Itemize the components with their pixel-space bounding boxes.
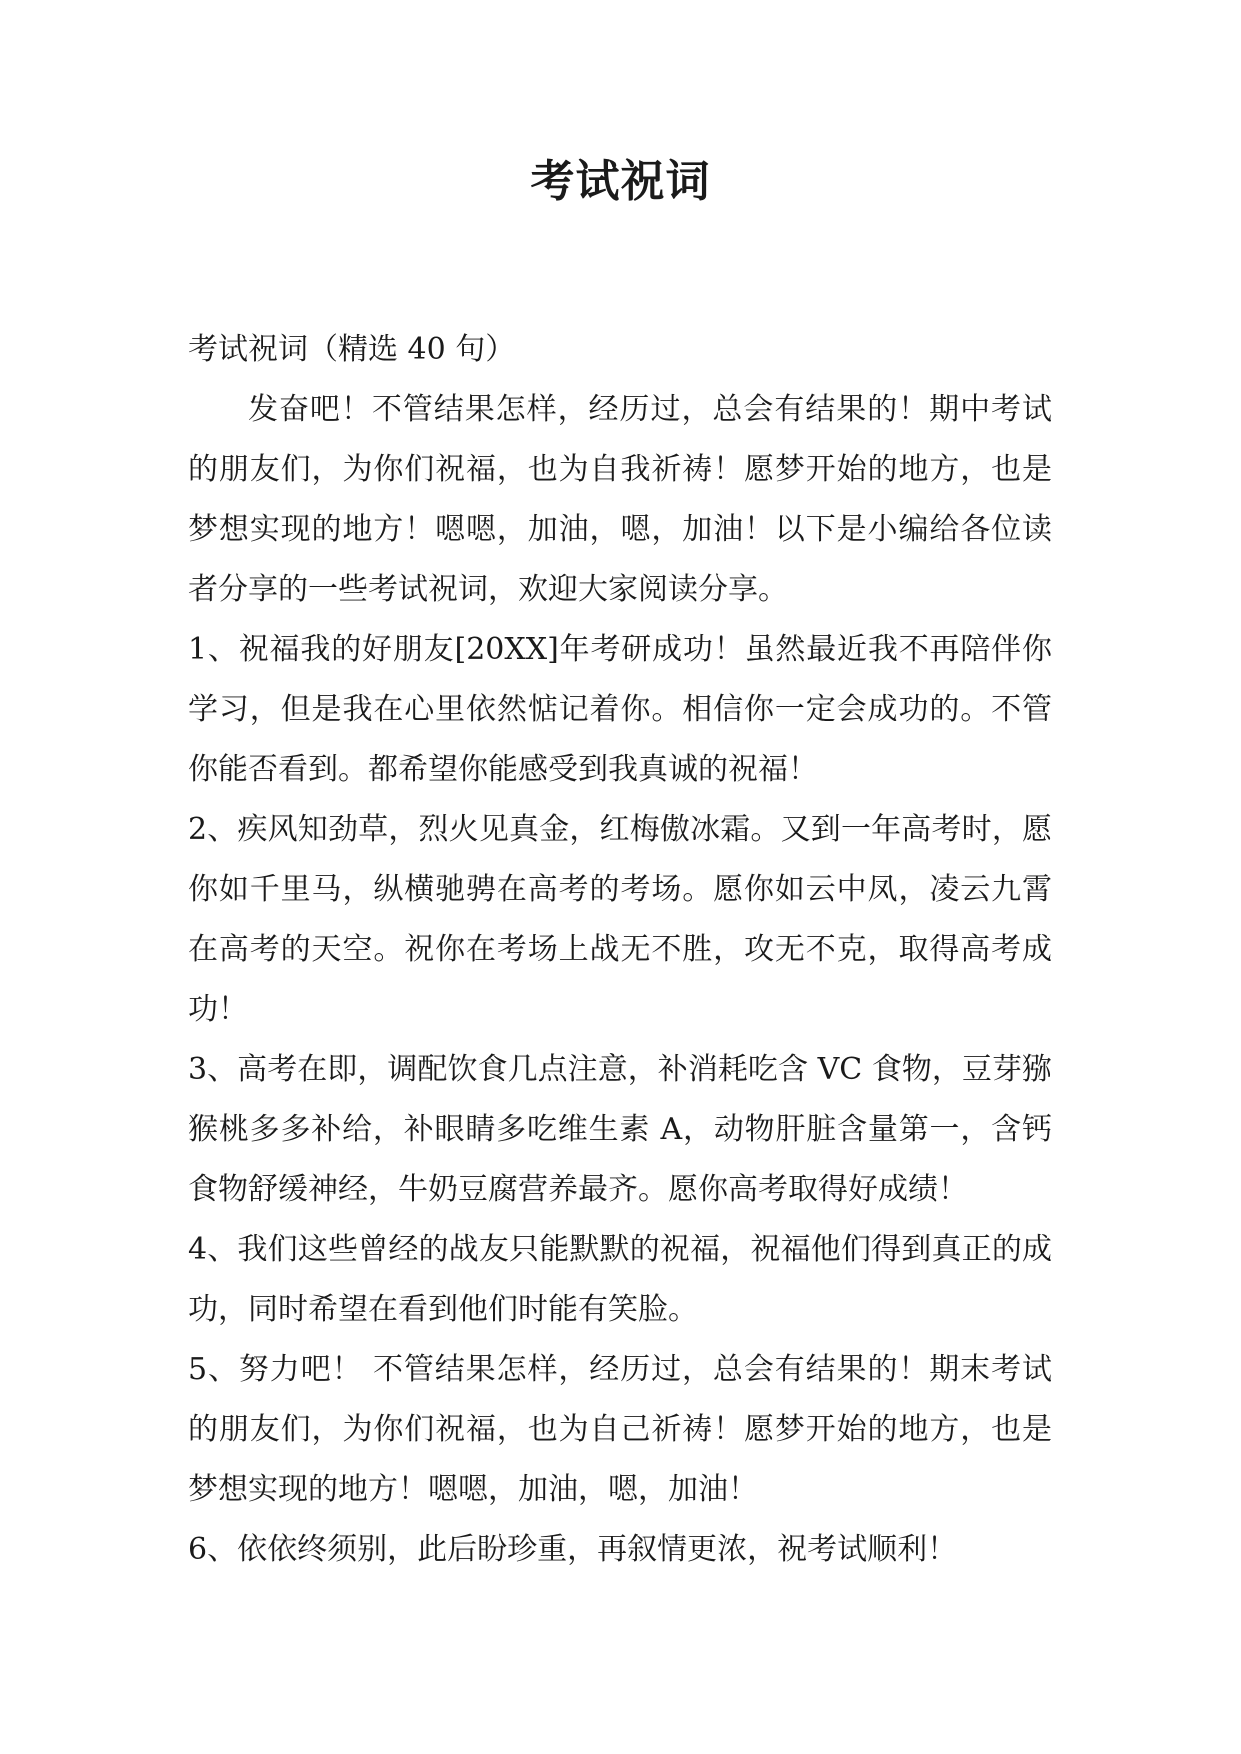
list-item: 6、依依终须别，此后盼珍重，再叙情更浓，祝考试顺利！: [188, 1532, 958, 1567]
list-item: 2、疾风知劲草，烈火见真金，红梅傲冰霜。又到一年高考时，愿你如千里马，纵横驰骋在高考的考场。愿你如云中凤，凌云九霄在高考的天空。祝你在考场上战无不胜，攻无不克，取得高考成功！: [188, 812, 1052, 1027]
document-title: 考试祝词: [530, 156, 711, 207]
list-item: 3、高考在即，调配饮食几点注意，补消耗吃含 VC 食物，豆芽猕猴桃多多补给，补眼睛多吃维生素 A，动物肝脏含量第一，含钙食物舒缓神经，牛奶豆腐营养最齐。愿你高考取得好成绩！: [188, 1052, 1052, 1207]
document-subtitle: 考试祝词（精选 40 句）: [188, 332, 516, 367]
list-item: 1、祝福我的好朋友[20XX]年考研成功！虽然最近我不再陪伴你学习，但是我在心里依然惦记着你。相信你一定会成功的。不管你能否看到。都希望你能感受到我真诚的祝福！: [188, 632, 1052, 787]
list-item: 4、我们这些曾经的战友只能默默的祝福，祝福他们得到真正的成功，同时希望在看到他们时能有笑脸。: [188, 1232, 1052, 1327]
document-body: [188, 320, 1052, 1580]
intro-paragraph: 发奋吧！不管结果怎样，经历过，总会有结果的！期中考试的朋友们，为你们祝福，也为自我祈祷！愿梦开始的地方，也是梦想实现的地方！嗯嗯，加油，嗯，加油！以下是小编给各位读者分享的一些考试祝词，欢迎大家阅读分享。: [188, 392, 1052, 607]
list-item: 5、努力吧！ 不管结果怎样，经历过，总会有结果的！期末考试的朋友们，为你们祝福，也为自己祈祷！愿梦开始的地方，也是梦想实现的地方！嗯嗯，加油，嗯，加油！: [188, 1352, 1052, 1507]
